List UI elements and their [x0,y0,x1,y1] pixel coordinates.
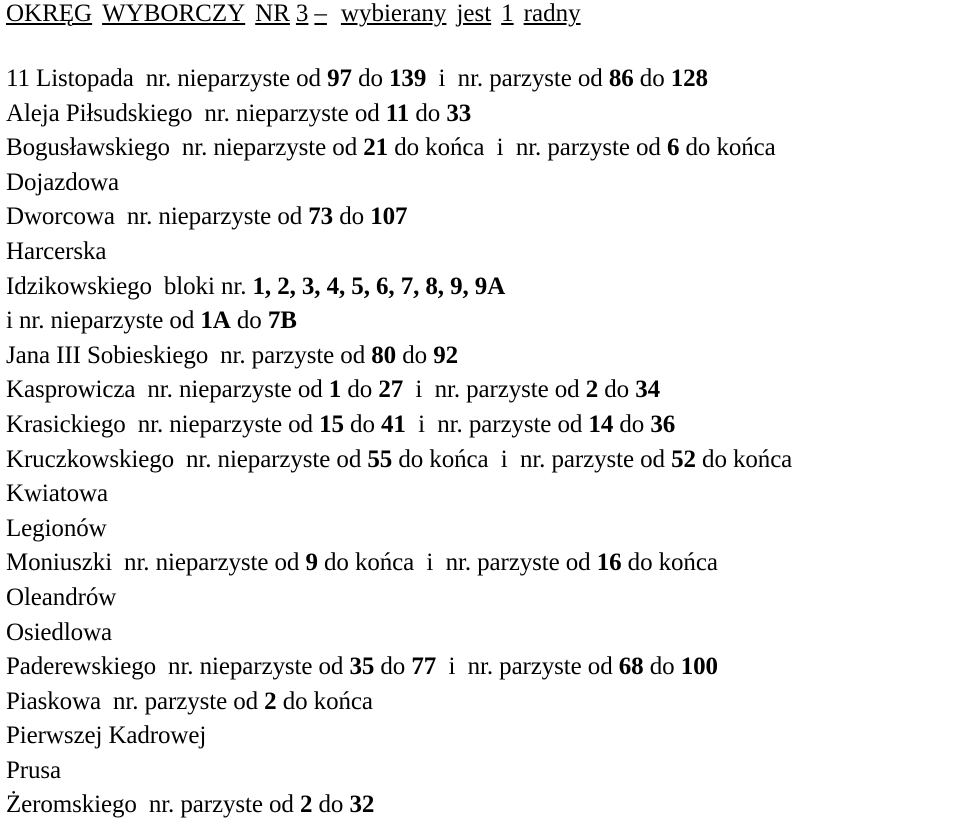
heading-word: NR [255,0,290,27]
range-text: i nr. nieparzyste od [6,307,201,335]
street-name: Aleja Piłsudskiego [6,99,193,127]
street-row [6,650,792,685]
range-text: do końca [695,445,793,473]
house-number: 15 [319,410,344,438]
street-name: Idzikowskiego [6,272,152,300]
house-number: 73 [308,203,334,231]
house-number: 34 [635,376,661,404]
house-number: 14 [588,410,614,438]
street-name: Bogusławskiego [6,134,170,162]
range-text: nr. nieparzyste od [147,376,329,404]
range-text: nr. nieparzyste od [124,549,306,577]
house-number: 16 [596,549,622,577]
house-number: 100 [680,653,718,681]
house-number: 2 [299,791,313,819]
house-number: 2 [264,687,277,715]
range-text: do [643,653,681,681]
street-row [6,408,792,443]
range-text: nr. parzyste od [113,687,265,715]
range-text: do [374,653,412,681]
house-number: 33 [446,99,472,127]
range-text: nr. nieparzyste od [204,99,386,127]
street-row [6,685,792,720]
range-text: do końca i nr. parzyste od [388,134,667,162]
street-name: Jana III Sobieskiego [6,341,209,369]
street-name: Krasickiego [6,410,126,438]
range-text: bloki nr. [163,272,253,300]
street-name: Kwiatowa [6,480,108,508]
street-row [6,97,792,132]
street-row [6,581,792,616]
range-text: do [343,410,382,438]
heading-word: WYBORCZY [102,0,246,27]
street-name: Pierwszej Kadrowej [6,722,207,750]
range-text: nr. nieparzyste od [181,134,364,162]
house-number: 80 [371,341,397,369]
street-name: Paderewskiego [6,653,157,681]
heading-word: OKRĘG [6,0,93,27]
range-text: do [312,791,350,819]
house-number: 139 [389,65,427,92]
house-number: 92 [433,341,458,369]
street-name: Legionów [6,514,107,542]
range-text: nr. nieparzyste od [145,65,328,92]
street-name: Dworcowa [6,203,115,231]
range-text: do [351,65,390,92]
house-number: 86 [608,65,634,92]
house-number: 68 [618,653,644,681]
house-number: 77 [411,653,437,681]
house-number: 55 [367,445,393,473]
heading-word: wybierany [340,0,447,27]
street-row [6,200,792,235]
range-text: do końca i nr. parzyste od [317,549,597,577]
range-text: do [341,376,379,404]
street-name: Dojazdowa [6,168,119,196]
house-number: 1A [200,307,231,335]
range-text: do [409,99,447,127]
street-name: Kruczkowskiego [6,445,174,473]
heading-word: jest [456,0,492,27]
range-text: nr. nieparzyste od [168,653,350,681]
range-text: do [613,410,651,438]
street-name: 11 Listopada [6,65,134,92]
house-number: 21 [363,134,389,162]
range-text: nr. nieparzyste od [137,410,320,438]
house-number: 41 [381,410,406,438]
street-list [6,62,792,823]
range-text: i nr. parzyste od [403,376,586,404]
street-row [6,546,792,581]
street-row [6,166,792,201]
range-text: nr. parzyste od [148,791,300,819]
house-number: 32 [349,791,375,819]
street-row [6,235,792,270]
range-text: do [633,65,671,92]
range-text: do [333,203,371,231]
range-text: i nr. parzyste od [405,410,589,438]
street-row [6,754,792,789]
street-row [6,131,792,166]
range-text: nr. nieparzyste od [126,203,309,231]
district-number: 3 [295,0,309,27]
house-number: 9 [305,549,318,577]
range-text: nr. nieparzyste od [186,445,368,473]
street-row [6,304,792,339]
district-heading [6,0,581,28]
street-row [6,62,792,97]
street-row [6,443,792,478]
street-name: Harcerska [6,237,107,265]
house-number: 52 [671,445,696,473]
street-row [6,477,792,512]
range-text: do końca [679,134,776,162]
house-number: 1 [328,376,342,404]
house-number: 36 [650,410,676,438]
range-text: do [396,341,434,369]
street-name: Żeromskiego [6,791,137,819]
street-name: Osiedlowa [6,618,113,646]
street-row [6,719,792,754]
house-number: 7B [267,307,297,335]
street-name: Moniuszki [6,549,113,577]
range-text: do końca i nr. parzyste od [392,445,672,473]
range-text: do końca [276,687,373,715]
house-number: 27 [378,376,404,404]
house-number: 1, 2, 3, 4, 5, 6, 7, 8, 9, 9A [252,272,506,300]
range-text: do [598,376,636,404]
street-row [6,339,792,374]
house-number: 11 [385,99,410,127]
street-name: Piaskowa [6,687,102,715]
street-name: Prusa [6,756,62,784]
house-number: 97 [327,65,352,92]
street-name: Oleandrów [6,583,117,611]
range-text: i nr. parzyste od [426,65,609,92]
heading-dash: – [314,0,327,27]
range-text: nr. parzyste od [220,341,372,369]
street-row [6,616,792,651]
street-row [6,270,792,305]
house-number: 128 [670,65,708,92]
house-number: 6 [666,134,680,162]
councillor-count: 1 [501,0,514,27]
street-name: Kasprowicza [6,376,136,404]
house-number: 2 [585,376,599,404]
street-row [6,512,792,547]
heading-word: radny [523,0,581,27]
street-row [6,788,792,823]
street-row [6,373,792,408]
range-text: do końca [621,549,718,577]
house-number: 107 [370,203,408,231]
house-number: 35 [349,653,375,681]
range-text: do [230,307,268,335]
range-text: i nr. parzyste od [436,653,619,681]
